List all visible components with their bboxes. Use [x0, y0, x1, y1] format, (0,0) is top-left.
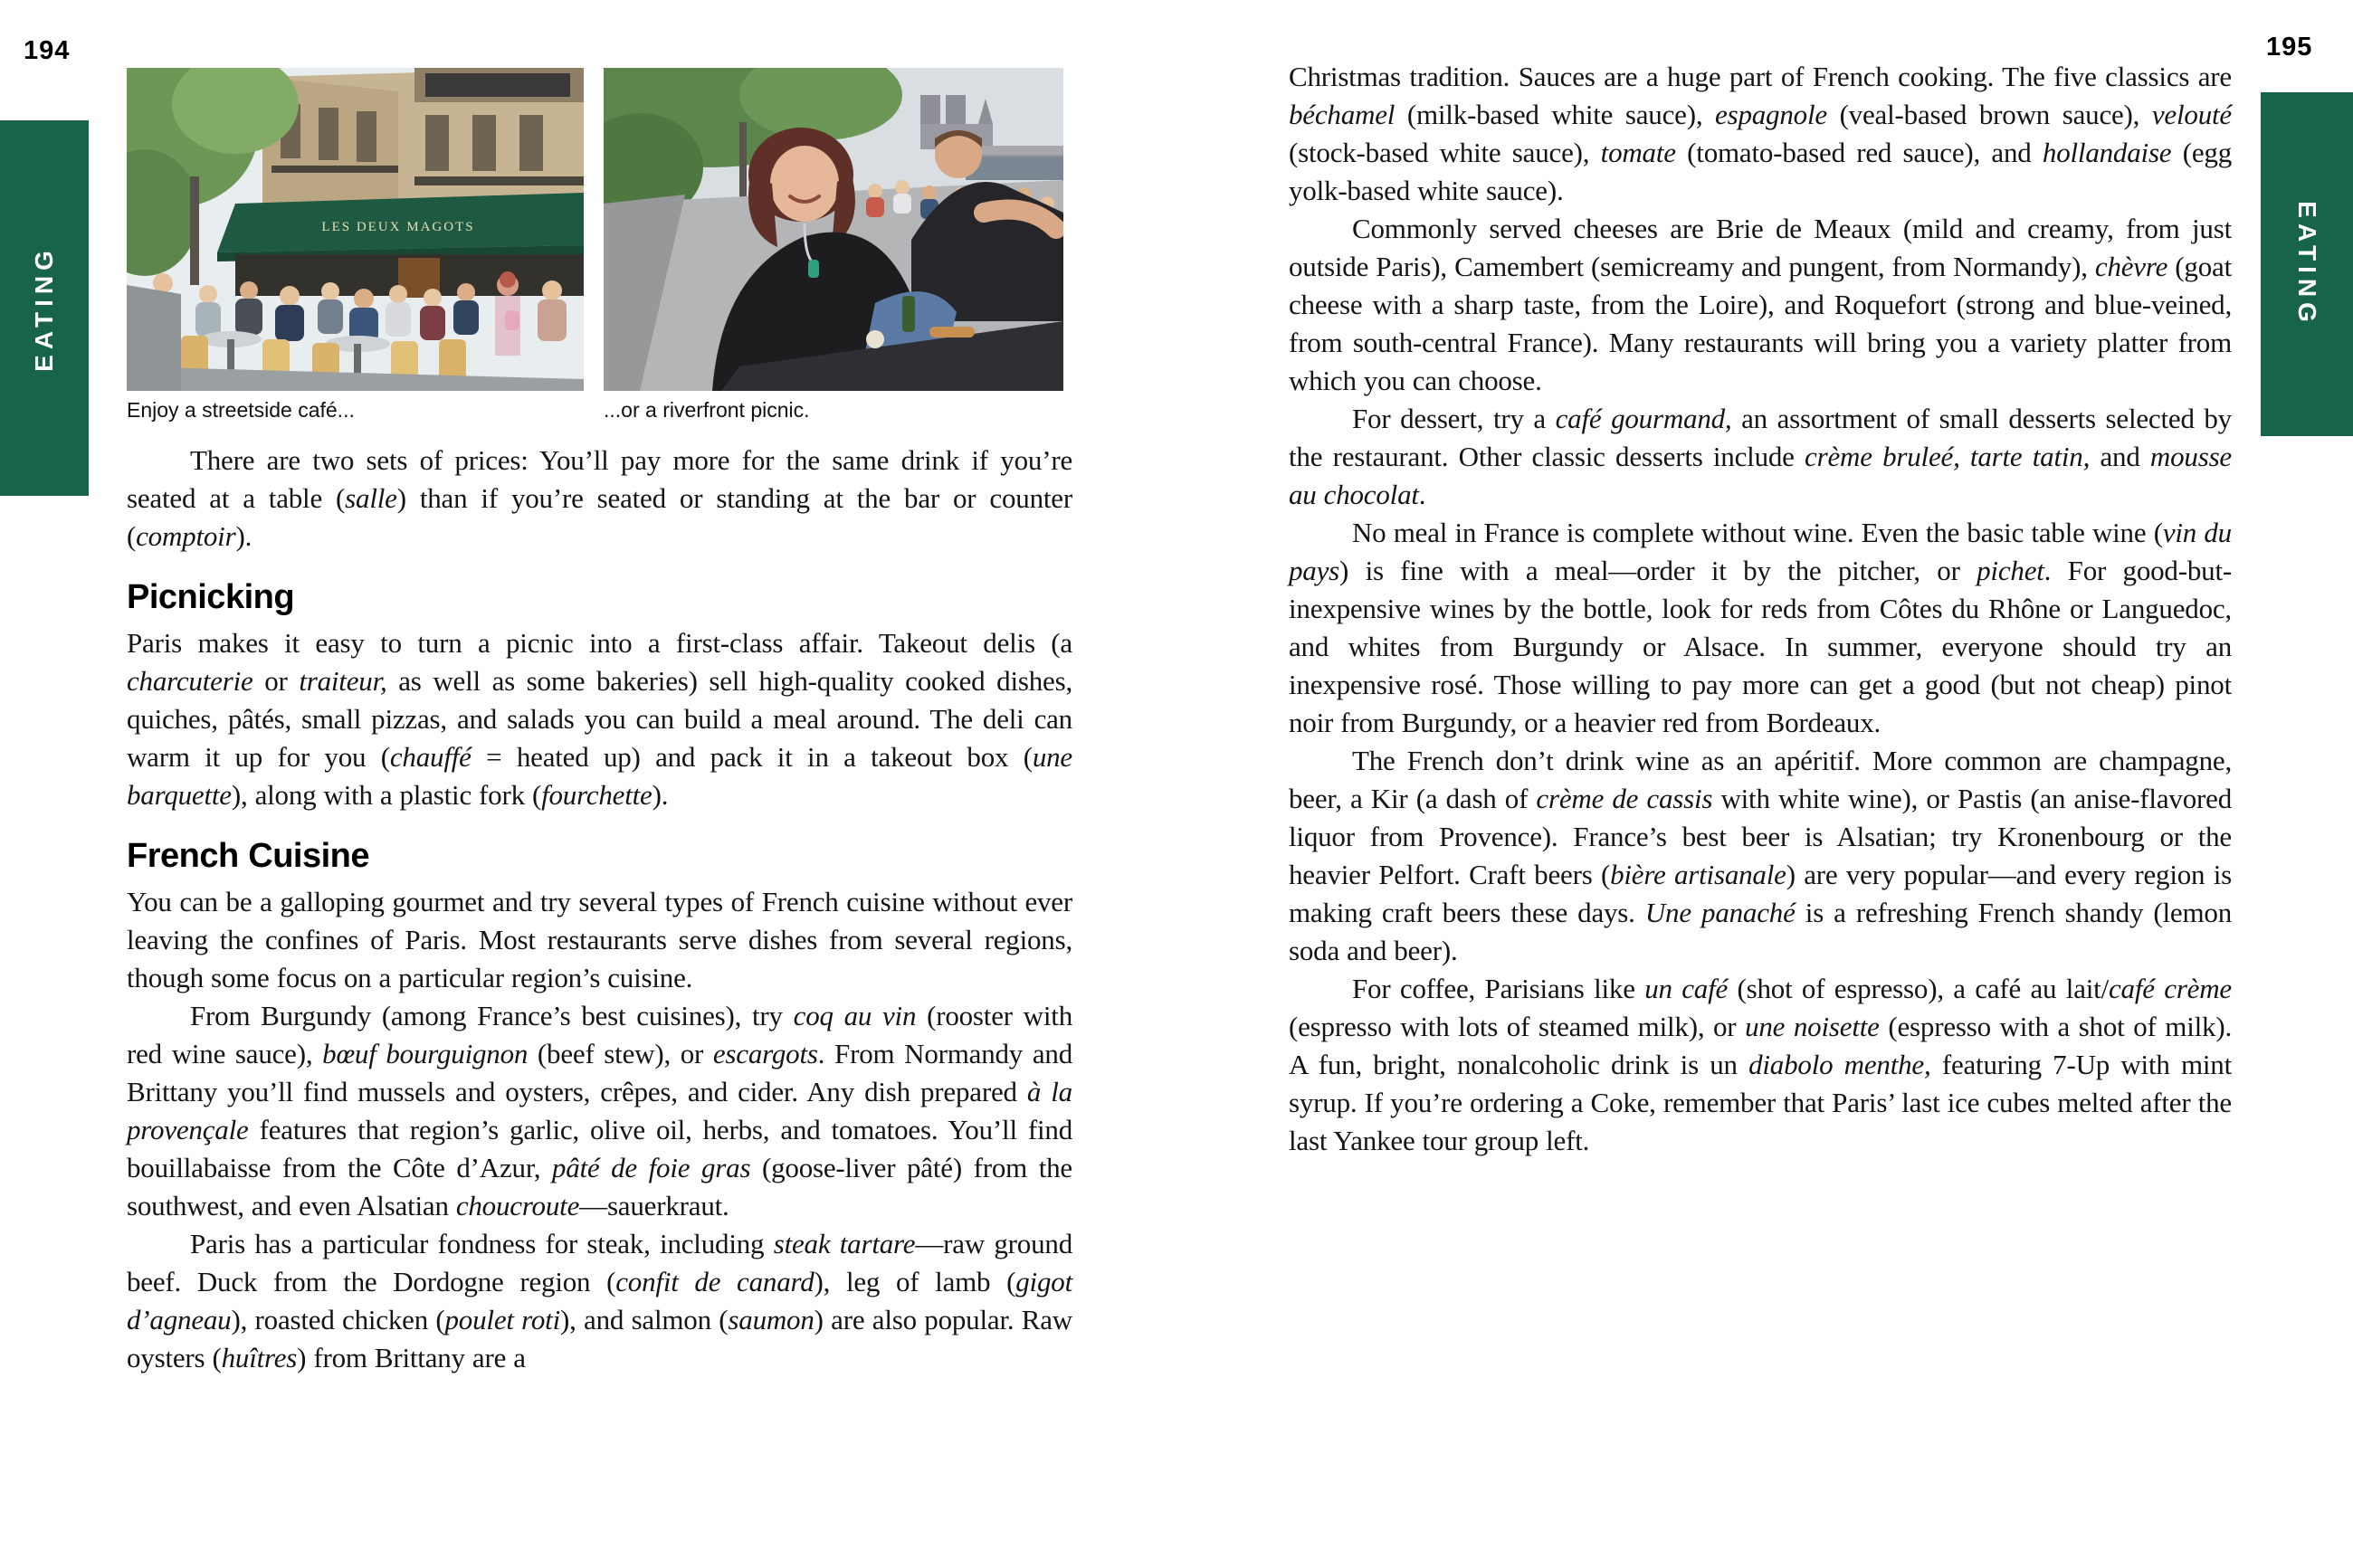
eating-tab-right-label: EATING — [2293, 201, 2322, 328]
left-page-text-column — [127, 442, 1072, 1377]
paragraph: For coffee, Parisians like un café (shot of espresso), a café au lait/café crème (espresso with lots of steamed milk), or une noisette (espresso with a shot of milk). A fun, bright, nonalcoholic drink is un diabolo menthe, featuring 7-Up with mint syrup. If you’re ordering a Coke, remember that Paris’ last ice cubes melted after the last Yankee tour group left. — [1289, 973, 2232, 1156]
eating-tab-left — [0, 120, 89, 496]
photo-caption-streetside-cafe: Enjoy a streetside café... — [127, 398, 355, 422]
paragraph: Christmas tradition. Sauces are a huge part of French cooking. The five classics are béchamel (milk-based white sauce), espagnole (veal-based brown sauce), velouté (stock-based white sauce), tomate (tomato-based red sauce), and hollandaise (egg yolk-based white sauce). — [1289, 61, 2232, 206]
paragraph: You can be a galloping gourmet and try several types of French cuisine without ever leaving the confines of Paris. Most restaurants serve dishes from several regions, though some focus on a particular region’s cuisine. — [127, 886, 1072, 993]
svg-text:LES DEUX MAGOTS: LES DEUX MAGOTS — [321, 220, 475, 234]
riverfront-picnic-photo — [604, 68, 1063, 391]
streetside-cafe-illustration — [127, 68, 584, 391]
paragraph: No meal in France is complete without wine. Even the basic table wine (vin du pays) is fine with a meal—order it by the pitcher, or pichet. For good-but-inexpensive wines by the bottle, look for reds from Côtes du Rhône or Languedoc, and whites from Burgundy or Alsace. In summer, everyone should try an inexpensive rosé. Those willing to pay more can get a good (but not cheap) pinot noir from Burgundy, or a heavier red from Bordeaux. — [1289, 517, 2232, 738]
paragraph: Paris makes it easy to turn a picnic into a first-class affair. Takeout delis (a charcuterie or traiteur, as well as some bakeries) sell high-quality cooked dishes, quiches, pâtés, small pizzas, and salads you can build a meal around. The deli can warm it up for you (chauffé = heated up) and pack it in a takeout box (une barquette), along with a plastic fork (fourchette). — [127, 627, 1072, 811]
page-number-left: 194 — [24, 36, 71, 65]
paragraph: Commonly served cheeses are Brie de Meaux (mild and creamy, from just outside Paris), Camembert (semicreamy and pungent, from Normandy), chèvre (goat cheese with a sharp taste, from the Loire), and Roquefort (strong and blue-veined, from south-central France). Many restaurants will bring you a variety platter from which you can choose. — [1289, 213, 2232, 396]
paragraph: There are two sets of prices: You’ll pay more for the same drink if you’re seated at a table (salle) than if you’re seated or standing at the bar or counter (comptoir). — [127, 444, 1072, 552]
section-heading: Picnicking — [127, 578, 295, 616]
cafe-awning — [217, 193, 584, 261]
paragraph: The French don’t drink wine as an apéritif. More common are champagne, beer, a Kir (a dash of crème de cassis with white wine), or Pastis (an anise-flavored liquor from Provence). France’s best beer is Alsatian; try Kronenbourg or the heavier Pelfort. Craft beers (bière artisanale) are very popular—and every region is making craft beers these days. Une panaché is a refreshing French shandy (lemon soda and beer). — [1289, 745, 2233, 966]
photo-caption-riverfront-picnic: ...or a riverfront picnic. — [604, 398, 810, 422]
eating-tab-right — [2261, 92, 2353, 436]
right-page-text-column — [1289, 58, 2232, 1160]
street-corner — [127, 285, 181, 391]
paragraph: For dessert, try a café gourmand, an assortment of small desserts selected by the restaurant. Other classic desserts include crème bruleé, tarte tatin, and mousse au chocolat. — [1289, 403, 2232, 510]
paragraph: From Burgundy (among France’s best cuisines), try coq au vin (rooster with red wine sauce), bœuf bourguignon (beef stew), or escargots. From Normandy and Brittany you’ll find mussels and oysters, crêpes, and cider. Any dish prepared à la provençale features that region’s garlic, olive oil, herbs, and tomatoes. You’ll find bouillabaisse from the Côte d’Azur, pâté de foie gras (goose-liver pâté) from the southwest, and even Alsatian choucroute—sauerkraut. — [127, 1000, 1072, 1221]
riverfront-picnic-illustration — [604, 68, 1063, 391]
eating-tab-left-label: EATING — [30, 244, 59, 372]
section-heading: French Cuisine — [127, 837, 369, 875]
streetside-cafe-photo — [127, 68, 584, 391]
page-number-right: 195 — [2266, 33, 2313, 62]
paragraph: Paris has a particular fondness for steak, including steak tartare—raw ground beef. Duck from the Dordogne region (confit de canard), leg of lamb (gigot d’agneau), roasted chicken (poulet roti), and salmon (saumon) are also popular. Raw oysters (huîtres) from Brittany are a — [127, 1228, 1073, 1373]
